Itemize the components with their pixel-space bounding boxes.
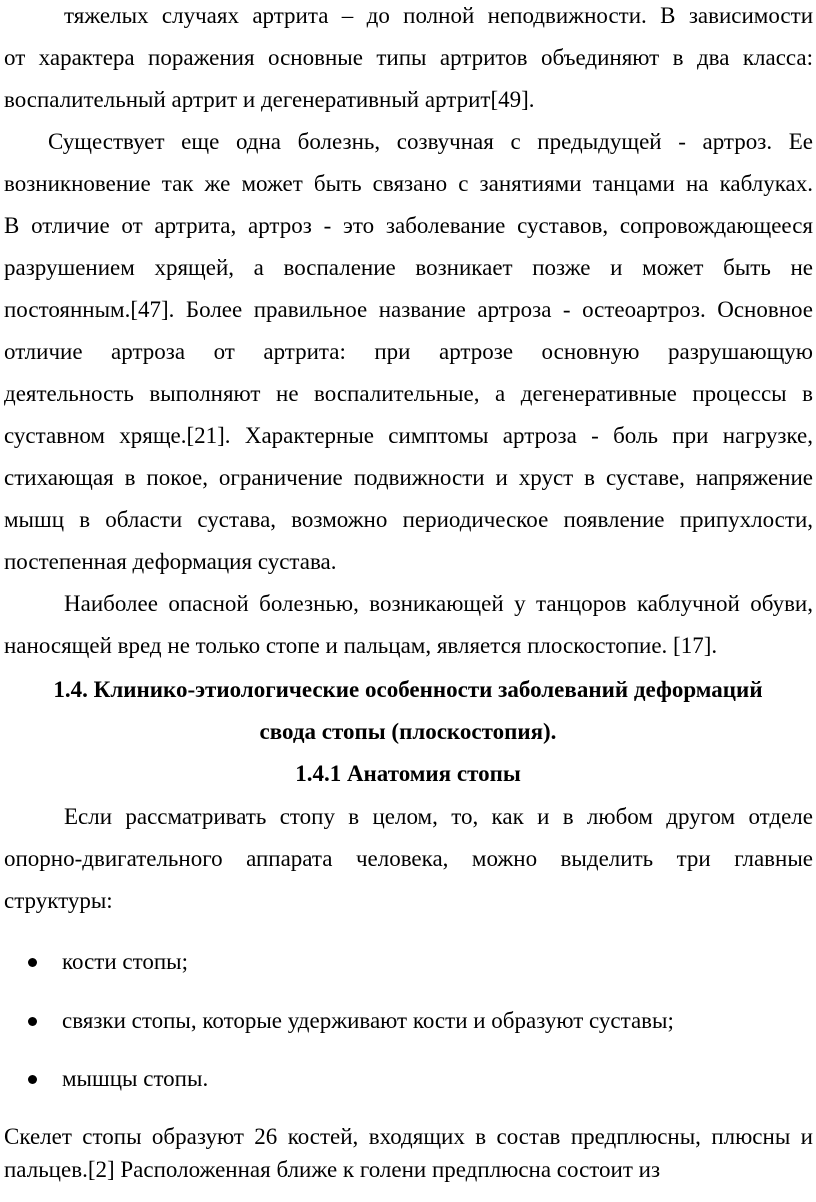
list-item: кости стопы; [62, 949, 189, 974]
paragraph-line: воспалительный артрит и дегенеративный артрит[49]. [4, 87, 535, 112]
bullet-icon [28, 1017, 37, 1026]
bullet-icon [28, 1075, 37, 1084]
paragraph-line: от характера поражения основные типы артритов объединяют в два класса: [4, 45, 813, 70]
paragraph-line: опорно-двигательного аппарата человека, можно выделить три главные [4, 846, 813, 871]
paragraph-line: деятельность выполняют не воспалительные, а дегенеративные процессы в [4, 381, 813, 406]
paragraph-line: мышц в области сустава, возможно периодическое появление припухлости, [4, 507, 813, 532]
paragraph-line: структуры: [4, 888, 113, 913]
paragraph-line: разрушением хрящей, а воспаление возникает позже и может быть не [4, 255, 813, 280]
section-heading: 1.4. Клинико-этиологические особенности заболеваний деформаций [53, 677, 763, 702]
paragraph-line: Наиболее опасной болезнью, возникающей у танцоров каблучной обуви, [64, 591, 813, 616]
paragraph-line: Существует еще одна болезнь, созвучная с предыдущей - артроз. Ее [48, 129, 813, 154]
paragraph-line: возникновение так же может быть связано с занятиями танцами на каблуках. [4, 171, 813, 196]
section-heading-continued: свода стопы (плоскостопия). [259, 719, 557, 744]
paragraph-line: Скелет стопы образуют 26 костей, входящих в состав предплюсны, плюсны и [4, 1124, 813, 1149]
subsection-heading: 1.4.1 Анатомия стопы [295, 761, 521, 786]
paragraph-line: пальцев.[2] Расположенная ближе к голени предплюсна состоит из [4, 1157, 661, 1182]
paragraph-line: Если рассматривать стопу в целом, то, как и в любом другом отделе [64, 804, 813, 829]
paragraph-line: наносящей вред не только стопе и пальцам, является плоскостопие. [17]. [4, 633, 718, 658]
bullet-icon [28, 958, 37, 967]
paragraph-line: суставном хряще.[21]. Характерные симптомы артроза - боль при нагрузке, [4, 423, 813, 448]
paragraph-line: постепенная деформация сустава. [4, 549, 337, 574]
paragraph-line: В отличие от артрита, артроз - это заболевание суставов, сопровождающееся [4, 213, 813, 238]
paragraph-line: постоянным.[47]. Более правильное название артроза - остеоартроз. Основное [4, 297, 813, 322]
list-item: мышцы стопы. [62, 1066, 209, 1091]
list-item: связки стопы, которые удерживают кости и образуют суставы; [62, 1008, 674, 1033]
paragraph-line: отличие артроза от артрита: при артрозе основную разрушающую [4, 339, 813, 364]
paragraph-line: стихающая в покое, ограничение подвижности и хруст в суставе, напряжение [4, 465, 813, 490]
paragraph-line: тяжелых случаях артрита – до полной неподвижности. В зависимости [64, 3, 813, 28]
